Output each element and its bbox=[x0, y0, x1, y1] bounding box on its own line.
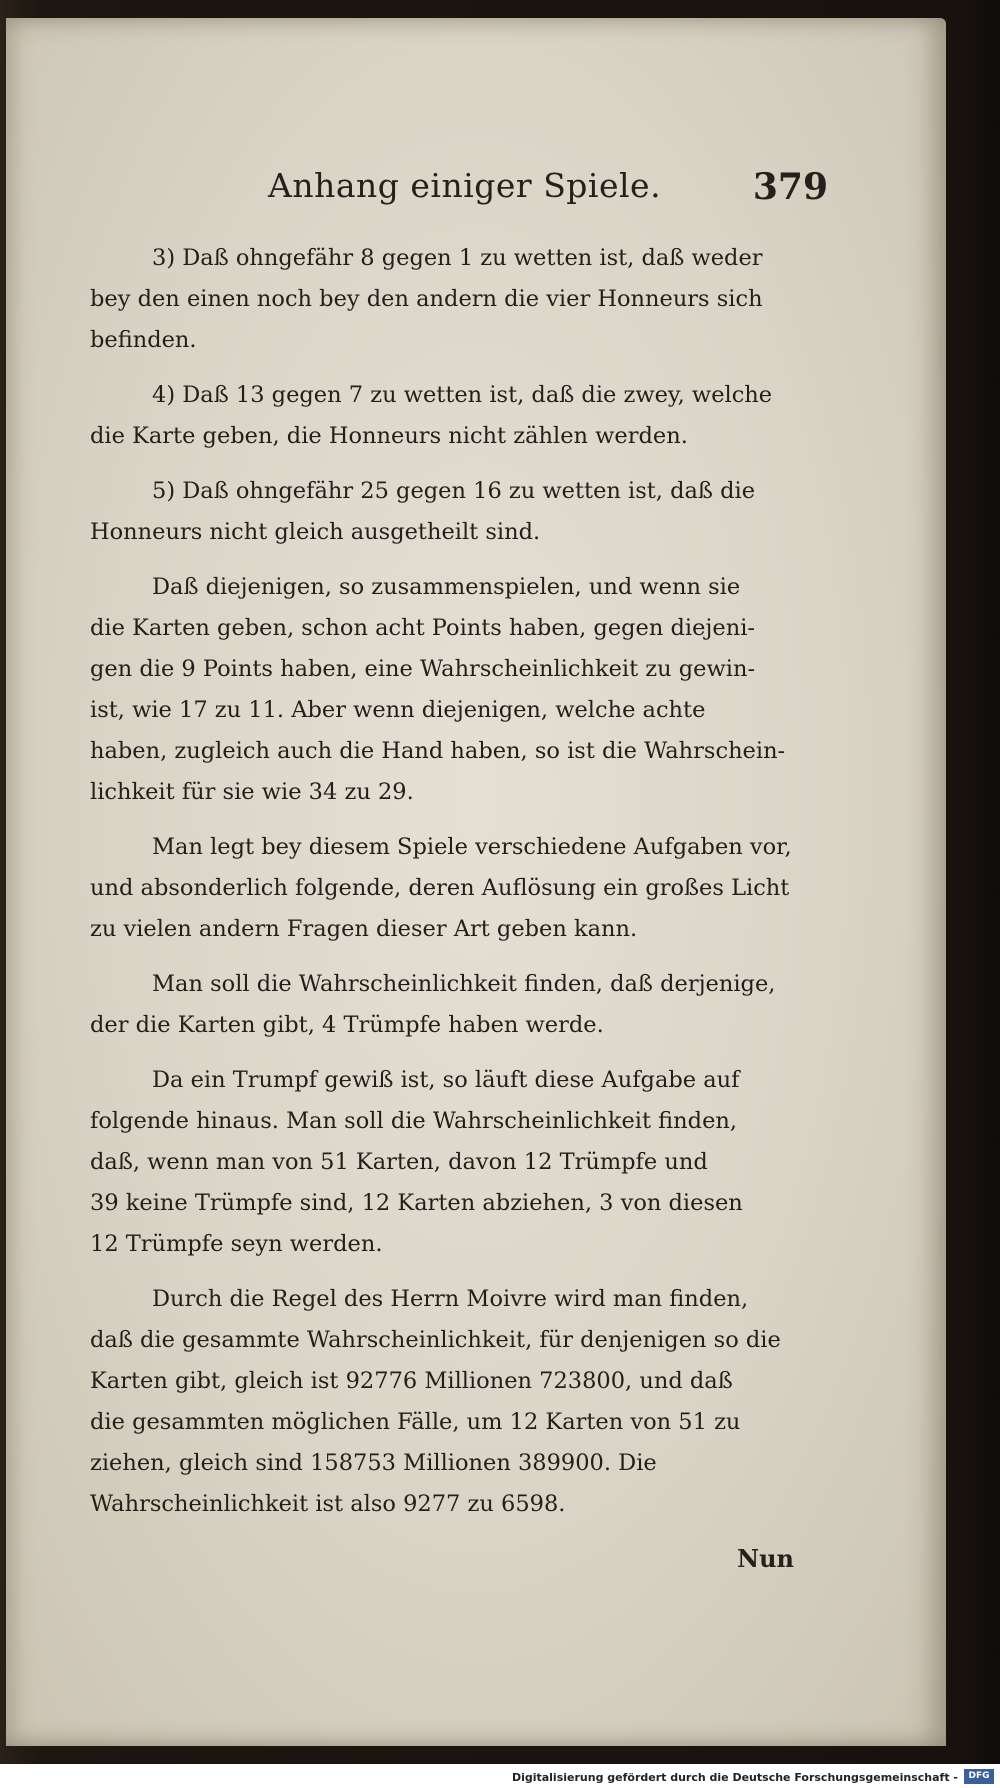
catchword: Nun bbox=[737, 1544, 794, 1573]
paragraph: Man soll die Wahrscheinlichkeit finden, daß derjenige, der die Karten gibt, 4 Trümpfe haben werde. bbox=[90, 971, 776, 1038]
paper-page bbox=[6, 18, 946, 1746]
paragraph: 3) Daß ohngefähr 8 gegen 1 zu wetten ist, daß weder bey den einen noch bey den andern die vier Honneurs sich befinden. bbox=[90, 245, 763, 353]
paragraph: Da ein Trumpf gewiß ist, so läuft diese Aufgabe auf folgende hinaus. Man soll die Wahrscheinlichkeit finden, daß, wenn man von 51 Karten, davon 12 Trümpfe und 39 keine Trümpfe sind, 12 Karten abziehen, 3 von diesen 12 Trümpfe seyn werden. bbox=[90, 1067, 743, 1257]
paragraph: Man legt bey diesem Spiele verschiedene Aufgaben vor, und absonderlich folgende, deren Auflösung ein großes Licht zu vielen andern Fragen dieser Art geben kann. bbox=[90, 834, 792, 942]
running-title: Anhang einiger Spiele. bbox=[268, 166, 662, 205]
paragraph: Daß diejenigen, so zusammenspielen, und wenn sie die Karten geben, schon acht Points haben, gegen diejeni- gen die 9 Points haben, eine Wahrscheinlichkeit zu gewin- ist, wie 17 zu 11. Aber wenn diejenigen, welche achte haben, zugleich auch die Hand haben, so ist die Wahrschein- lichkeit für sie wie 34 zu 29. bbox=[90, 574, 786, 805]
funding-credit: Digitalisierung gefördert durch die Deutsche Forschungsgemeinschaft - bbox=[511, 1771, 958, 1784]
paragraph: 5) Daß ohngefähr 25 gegen 16 zu wetten ist, daß die Honneurs nicht gleich ausgetheilt sind. bbox=[90, 478, 756, 545]
paragraph: Durch die Regel des Herrn Moivre wird man finden, daß die gesammte Wahrscheinlichkeit, für denjenigen so die Karten gibt, gleich ist 92776 Millionen 723800, und daß die gesammten möglichen Fälle, um 12 Karten von 51 zu ziehen, gleich sind 158753 Millionen 389900. Die Wahrscheinlichkeit ist also 9277 zu 6598. bbox=[90, 1286, 781, 1517]
body-text bbox=[90, 238, 834, 1539]
paragraph: 4) Daß 13 gegen 7 zu wetten ist, daß die zwey, welche die Karte geben, die Honneurs nicht zählen werden. bbox=[90, 382, 773, 449]
page-header bbox=[268, 166, 828, 216]
dfg-logo-icon: DFG bbox=[964, 1769, 994, 1784]
digitization-footer bbox=[0, 1764, 1000, 1788]
page-number: 379 bbox=[752, 166, 828, 208]
